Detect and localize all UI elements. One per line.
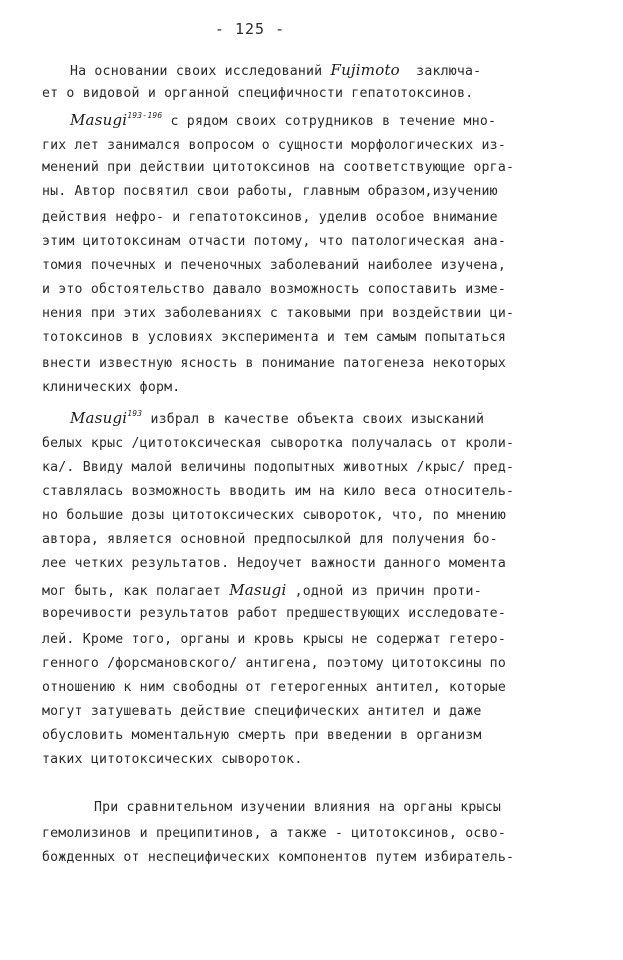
typed-text: менений при действии цитотоксинов на соответствующие орга-	[42, 160, 515, 175]
typed-text: мог быть, как полагает	[42, 584, 230, 599]
typed-text: При сравнительном изучении влияния на органы крысы	[94, 800, 501, 815]
text-line	[42, 826, 623, 842]
text-line	[70, 62, 623, 80]
typed-text: ка/. Ввиду малой величины подопытных животных /крыс/ пред-	[42, 460, 515, 475]
text-line	[42, 582, 623, 600]
typed-text: и это обстоятельство давало возможность сопоставить изме-	[42, 282, 506, 297]
typed-text: могут затушевать действие специфических антител и даже	[42, 704, 482, 719]
text-line	[42, 138, 623, 154]
typed-text: ны. Автор посвятил свои работы, главным образом,изучению	[42, 184, 498, 199]
typed-text: этим цитотоксинам отчасти потому, что патологическая ана-	[42, 234, 506, 249]
text-line	[42, 680, 623, 696]
typed-text: клинических форм.	[42, 380, 181, 395]
typed-text: но большие дозы цитотоксических сывороток, что, по мнению	[42, 508, 506, 523]
typed-text: божденных от неспецифических компонентов путем избиратель-	[42, 850, 515, 865]
typed-text: заключа-	[399, 64, 482, 79]
text-line	[42, 606, 623, 622]
text-line	[42, 508, 623, 524]
typed-text: действия нефро- и гепатотоксинов, уделив особое внимание	[42, 210, 498, 225]
typed-text: гих лет занимался вопросом о сущности морфологических из-	[42, 138, 506, 153]
typed-text: тотоксинов в условиях эксперимента и тем самым попытаться	[42, 330, 506, 345]
text-line	[42, 306, 623, 322]
text-line	[42, 632, 623, 648]
handwritten-author-name: Masugi	[70, 111, 128, 129]
typed-text: нения при этих заболеваниях с таковыми при воздействии ци-	[42, 306, 515, 321]
typed-text: ,одной из причин проти-	[286, 584, 482, 599]
text-line	[42, 86, 623, 102]
handwritten-author-name: Masugi	[229, 581, 287, 599]
typed-text: с рядом своих сотрудников в течение мно-	[162, 114, 497, 129]
text-line	[42, 184, 623, 200]
text-line	[42, 556, 623, 572]
typed-text: гемолизинов и преципитинов, а также - цитотоксинов, осво-	[42, 826, 506, 841]
text-line	[42, 160, 623, 176]
text-line	[94, 800, 623, 816]
typed-text: лее четких результатов. Недоучет важности данного момента	[42, 556, 506, 571]
handwritten-author-name: Masugi	[70, 409, 128, 427]
typed-text: генного /форсмановского/ антигена, поэтому цитотоксины по	[42, 656, 506, 671]
typed-text: На основании своих исследований	[70, 64, 331, 79]
typed-text: внести известную ясность в понимание патогенеза некоторых	[42, 356, 506, 371]
text-line	[42, 380, 623, 396]
typed-text: томия почечных и печеночных заболеваний наиболее изучена,	[42, 258, 506, 273]
text-line	[42, 704, 623, 720]
typed-text: избрал в качестве объекта своих изысканий	[142, 412, 485, 427]
typed-text: ставлялась возможность вводить им на кило веса относитель-	[42, 484, 515, 499]
text-line	[42, 728, 623, 744]
typed-text: таких цитотоксических сывороток.	[42, 752, 303, 767]
text-line	[42, 484, 623, 500]
reference-superscript: 193-196	[127, 111, 163, 120]
typed-text: воречивости результатов работ предшествующих исследовате-	[42, 606, 506, 621]
text-line	[42, 330, 623, 346]
text-line	[42, 460, 623, 476]
text-line	[70, 112, 623, 131]
text-line	[42, 532, 623, 548]
typed-text: отношению к ним свободны от гетерогенных антител, которые	[42, 680, 506, 695]
typed-text: автора, является основной предпосылкой для получения бо-	[42, 532, 498, 547]
text-line	[42, 282, 623, 298]
text-line	[42, 850, 623, 866]
typed-text: ет о видовой и органной специфичности гепатотоксинов.	[42, 86, 474, 101]
reference-superscript: 193	[127, 409, 143, 418]
handwritten-author-name: Fujimoto	[330, 61, 400, 79]
typed-text: обусловить моментальную смерть при введении в организм	[42, 728, 482, 743]
text-line	[42, 258, 623, 274]
text-line	[42, 356, 623, 372]
text-line	[42, 436, 623, 452]
text-line	[42, 656, 623, 672]
text-line	[42, 210, 623, 226]
text-line	[70, 410, 623, 429]
typed-text: белых крыс /цитотоксическая сыворотка получалась от кроли-	[42, 436, 515, 451]
text-line	[42, 752, 623, 768]
page-number: - 125 -	[214, 20, 286, 38]
typed-text: лей. Кроме того, органы и кровь крысы не содержат гетеро-	[42, 632, 506, 647]
text-line	[42, 234, 623, 250]
